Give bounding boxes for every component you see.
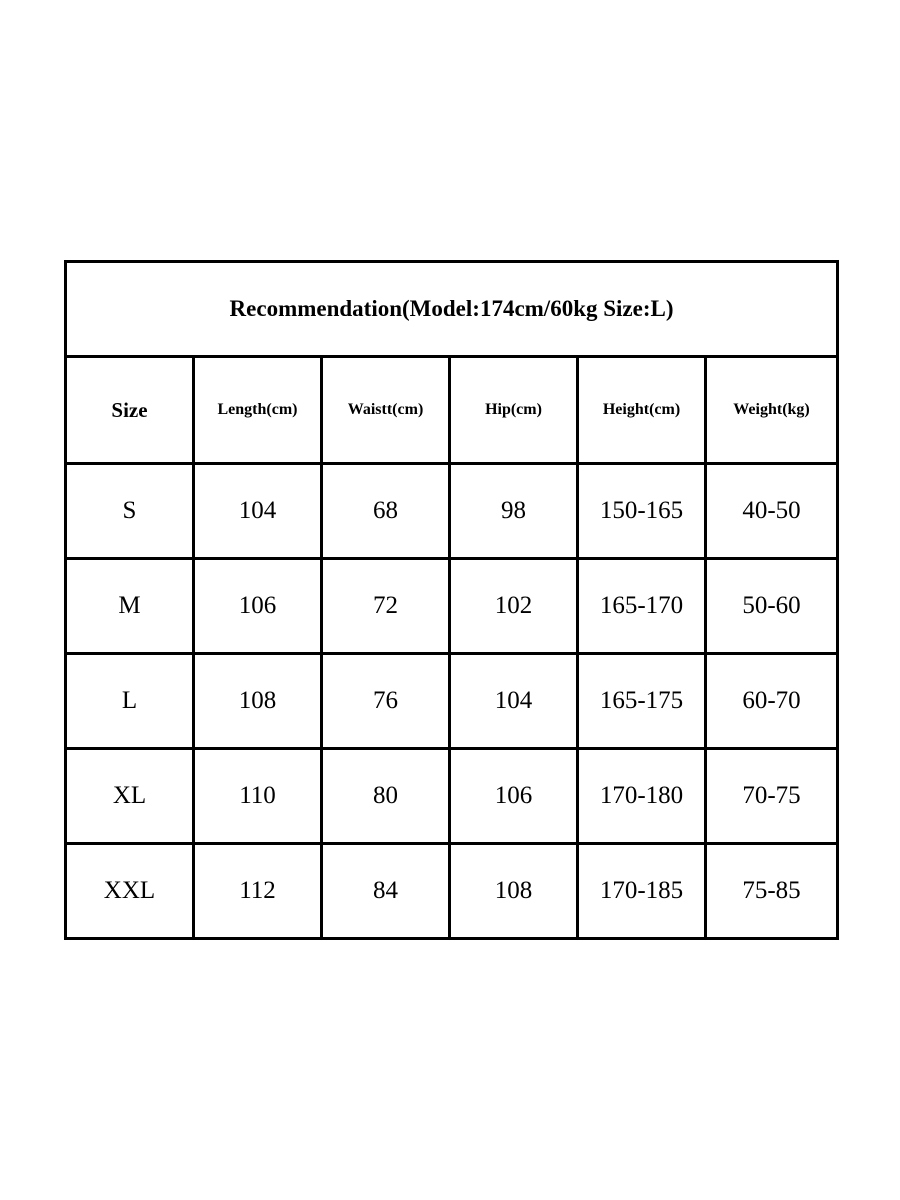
cell-waist: 80	[322, 749, 450, 844]
header-size: Size	[66, 357, 194, 464]
cell-weight: 40-50	[706, 464, 838, 559]
cell-size: S	[66, 464, 194, 559]
cell-weight: 70-75	[706, 749, 838, 844]
cell-height: 150-165	[578, 464, 706, 559]
cell-length: 108	[194, 654, 322, 749]
header-weight: Weight(kg)	[706, 357, 838, 464]
cell-waist: 76	[322, 654, 450, 749]
cell-height: 170-180	[578, 749, 706, 844]
cell-weight: 75-85	[706, 844, 838, 939]
cell-hip: 104	[450, 654, 578, 749]
table-title: Recommendation(Model:174cm/60kg Size:L)	[66, 262, 838, 357]
cell-size: XL	[66, 749, 194, 844]
cell-size: XXL	[66, 844, 194, 939]
cell-weight: 50-60	[706, 559, 838, 654]
cell-length: 106	[194, 559, 322, 654]
header-hip: Hip(cm)	[450, 357, 578, 464]
table-row	[66, 749, 838, 844]
cell-hip: 98	[450, 464, 578, 559]
cell-weight: 60-70	[706, 654, 838, 749]
cell-waist: 72	[322, 559, 450, 654]
cell-length: 112	[194, 844, 322, 939]
size-chart-table	[64, 260, 839, 940]
header-height: Height(cm)	[578, 357, 706, 464]
table-row	[66, 654, 838, 749]
cell-height: 165-170	[578, 559, 706, 654]
header-waist: Waistt(cm)	[322, 357, 450, 464]
table-header-row	[66, 357, 838, 464]
header-length: Length(cm)	[194, 357, 322, 464]
cell-waist: 84	[322, 844, 450, 939]
table-row	[66, 559, 838, 654]
cell-size: M	[66, 559, 194, 654]
cell-hip: 106	[450, 749, 578, 844]
cell-hip: 108	[450, 844, 578, 939]
cell-waist: 68	[322, 464, 450, 559]
cell-length: 104	[194, 464, 322, 559]
table-row	[66, 844, 838, 939]
cell-height: 170-185	[578, 844, 706, 939]
cell-height: 165-175	[578, 654, 706, 749]
cell-length: 110	[194, 749, 322, 844]
table-title-row	[66, 262, 838, 357]
cell-size: L	[66, 654, 194, 749]
cell-hip: 102	[450, 559, 578, 654]
table-row	[66, 464, 838, 559]
